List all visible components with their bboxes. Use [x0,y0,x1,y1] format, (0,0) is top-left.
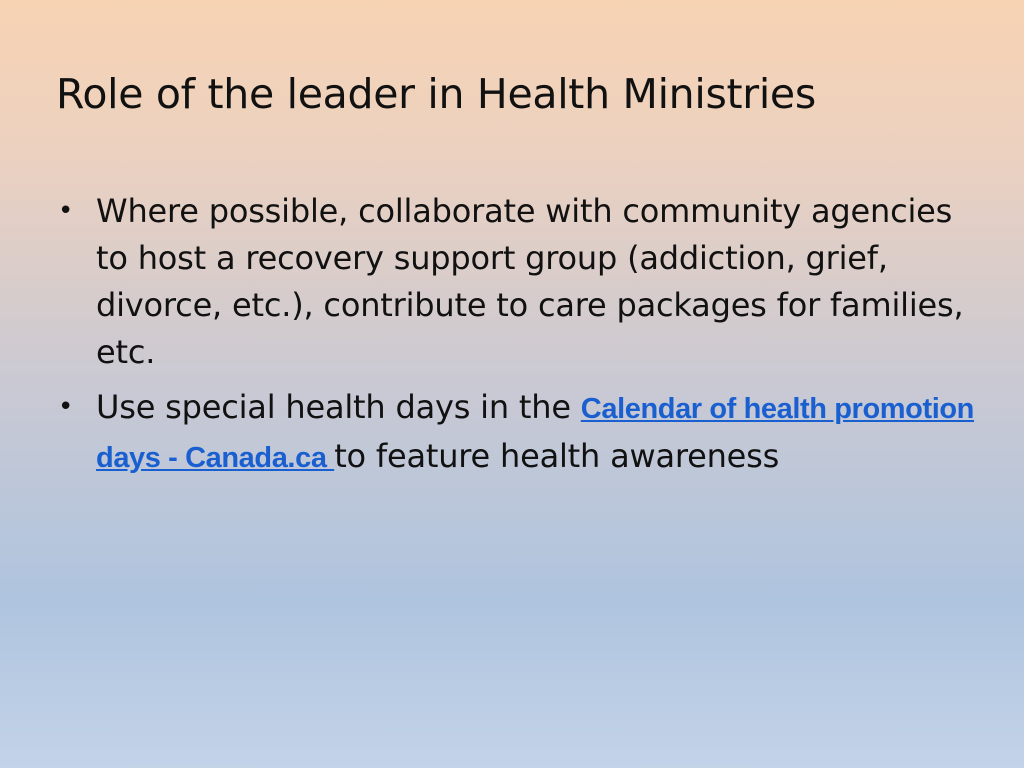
calendar-health-promotion-link[interactable]: Calendar of health promotion days - Canada.ca [96,393,974,474]
bullet-text-before-link: Use special health days in the [96,388,581,426]
bullet-icon: • [58,392,74,422]
bullet-icon: • [58,196,74,226]
bullet-text: Where possible, collaborate with community agencies to host a recovery support group (addiction, grief, divorce, etc.), contribute to care packages for families, etc. [96,192,964,371]
bullet-text-after-link: to feature health awareness [334,437,780,475]
bullet-list [58,188,978,490]
bullet-item-health-days [58,384,978,482]
bullet-item-collaborate [58,188,978,376]
slide-title: Role of the leader in Health Ministries [56,70,816,118]
